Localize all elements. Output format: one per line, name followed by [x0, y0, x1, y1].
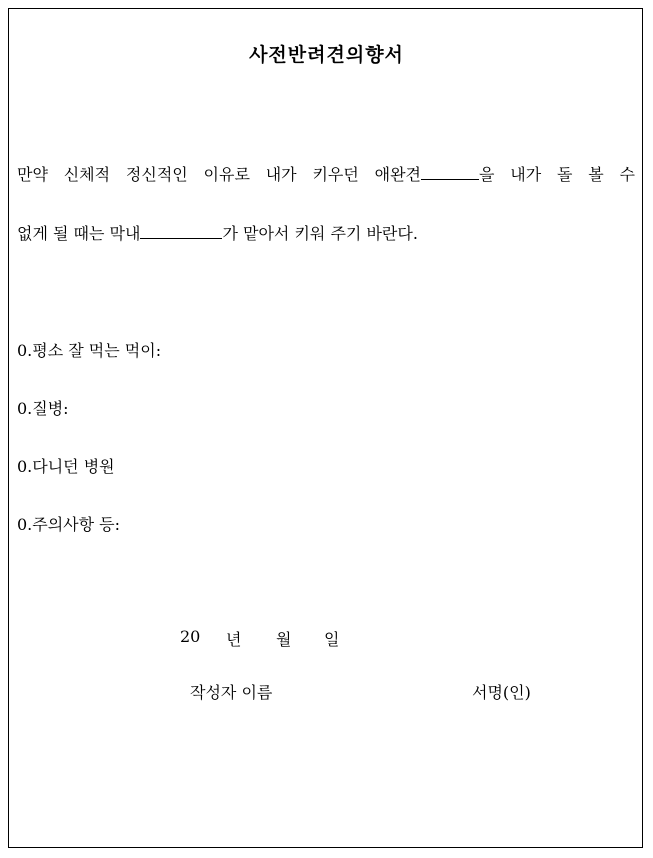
- item-hospital: 0.다니던 병원: [17, 457, 115, 476]
- dog-name-blank[interactable]: [421, 165, 479, 180]
- body-line-2-text-end: 가 맡아서 키워 주기 바란다.: [222, 224, 418, 243]
- author-name-label: 작성자 이름: [190, 683, 273, 702]
- body-paragraph-line-1: [17, 162, 635, 185]
- body-line-1-text-end: 을 내가 돌 볼 수: [479, 165, 635, 184]
- date-year-prefix: 20: [180, 627, 201, 646]
- body-line-2-text-start: 없게 될 때는 막내: [17, 224, 141, 243]
- document-title: 사전반려견의향서: [249, 44, 404, 66]
- body-line-1-text-start: 만약 신체적 정신적인 이유로 내가 키우던 애완견: [17, 165, 421, 184]
- item-precautions: 0.주의사항 등:: [17, 515, 121, 534]
- item-illness: 0.질병:: [17, 399, 69, 418]
- date-year-label: 년: [226, 630, 242, 649]
- date-month-label: 월: [276, 630, 292, 649]
- caretaker-name-blank[interactable]: [140, 224, 222, 239]
- body-paragraph-line-2: [17, 221, 418, 244]
- signature-seal-label: 서명(인): [472, 683, 531, 702]
- document-border: [8, 8, 643, 848]
- item-usual-food: 0.평소 잘 먹는 먹이:: [17, 341, 162, 360]
- date-day-label: 일: [324, 630, 340, 649]
